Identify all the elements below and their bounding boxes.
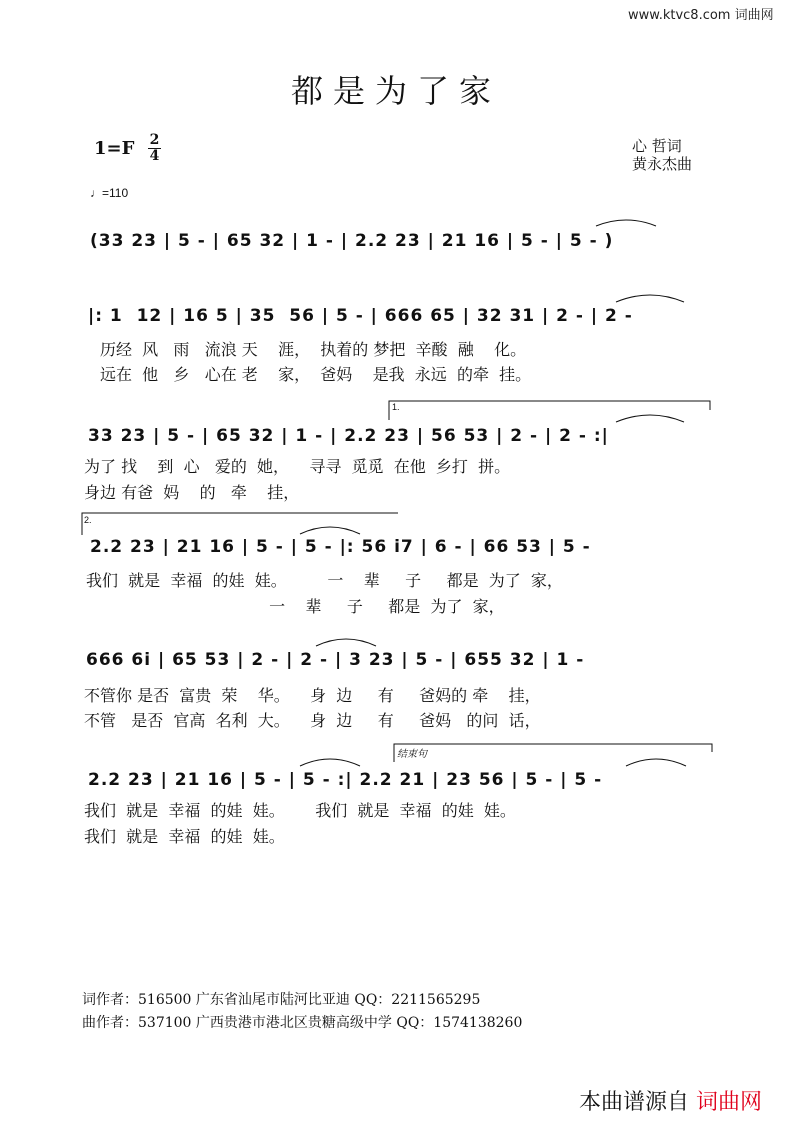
- volta-label-coda: 结束句: [397, 749, 427, 760]
- site-watermark: www.ktvc8.com 词曲网: [628, 8, 774, 23]
- lyricist: 心 哲词: [632, 137, 682, 155]
- tie-arc: [316, 639, 376, 646]
- lyric-line-5b: 不管 是否 官高 名利 大。 身 边 有 爸妈 的问 话，: [84, 711, 541, 730]
- volta-bracket-2: [82, 513, 398, 535]
- footer-composer-info: 曲作者：537100 广西贵港市港北区贵糖高级中学 QQ：1574138260: [82, 1015, 523, 1031]
- tie-arc: [300, 527, 360, 534]
- footer-lyricist-info: 词作者：516500 广东省汕尾市陆河比亚迪 QQ：2211565295: [82, 992, 481, 1008]
- tempo-marking: ♩=110: [90, 186, 129, 200]
- volta-label-1: 1.: [392, 402, 400, 412]
- lyric-line-2a: 历经 风 雨 流浪 天 涯， 执着的 梦把 辛酸 融 化。: [100, 340, 527, 359]
- tie-arc: [300, 759, 360, 766]
- composer: 黄永杰曲: [632, 155, 693, 173]
- lyric-line-3b: 身边 有爸 妈 的 牵 挂，: [84, 483, 300, 502]
- notation-line-6: 2.2 23 | 21 16 | 5 - | 5 - :| 2.2 21 | 23 56 | 5 - | 5 -: [88, 770, 603, 790]
- notation-line-2: |: 1 12 | 16 5 | 35 56 | 5 - | 666 65 | 32 31 | 2 - | 2 -: [88, 306, 633, 326]
- time-sig-top: 2: [149, 132, 160, 148]
- lyric-line-4a: 我们 就是 幸福 的娃 娃。 一 辈 子 都是 为了 家，: [86, 571, 563, 590]
- lyric-line-6a: 我们 就是 幸福 的娃 娃。 我们 就是 幸福 的娃 娃。: [84, 801, 516, 820]
- notation-line-1: (33 23 | 5 - | 65 32 | 1 - | 2.2 23 | 21 16 | 5 - | 5 - ): [90, 231, 614, 251]
- lyric-line-6b: 我们 就是 幸福 的娃 娃。: [84, 827, 285, 846]
- lyric-line-2b: 远在 他 乡 心在 老 家， 爸妈 是我 永远 的牵 挂。: [100, 365, 532, 384]
- time-sig-bottom: 4: [149, 148, 160, 164]
- lyric-line-4b: 一 辈 子 都是 为了 家，: [86, 597, 505, 616]
- lyric-line-5a: 不管你 是否 富贵 荣 华。 身 边 有 爸妈的 牵 挂，: [84, 686, 541, 705]
- tie-arc: [626, 759, 686, 766]
- source-credit: [579, 1085, 762, 1116]
- volta-bracket-1: [389, 401, 710, 420]
- source-site: 词曲网: [695, 1090, 762, 1115]
- tie-arc: [616, 415, 684, 422]
- lyric-line-3a: 为了 找 到 心 爱的 她， 寻寻 觅觅 在他 乡打 拼。: [84, 457, 511, 476]
- notation-line-3: 33 23 | 5 - | 65 32 | 1 - | 2.2 23 | 56 53 | 2 - | 2 - :|: [88, 426, 609, 446]
- tie-arc: [616, 295, 684, 302]
- notation-line-4: 2.2 23 | 21 16 | 5 - | 5 - |: 56 i7 | 6 - | 66 53 | 5 -: [90, 537, 591, 557]
- tie-arc: [596, 220, 656, 226]
- song-title: 都是为了家: [290, 72, 501, 110]
- source-prefix: 本曲谱源自: [578, 1090, 689, 1115]
- volta-label-2: 2.: [84, 515, 92, 525]
- notation-line-5: 666 6i | 65 53 | 2 - | 2 - | 3 23 | 5 - | 655 32 | 1 -: [86, 650, 585, 670]
- key-signature: 1=F: [94, 138, 135, 159]
